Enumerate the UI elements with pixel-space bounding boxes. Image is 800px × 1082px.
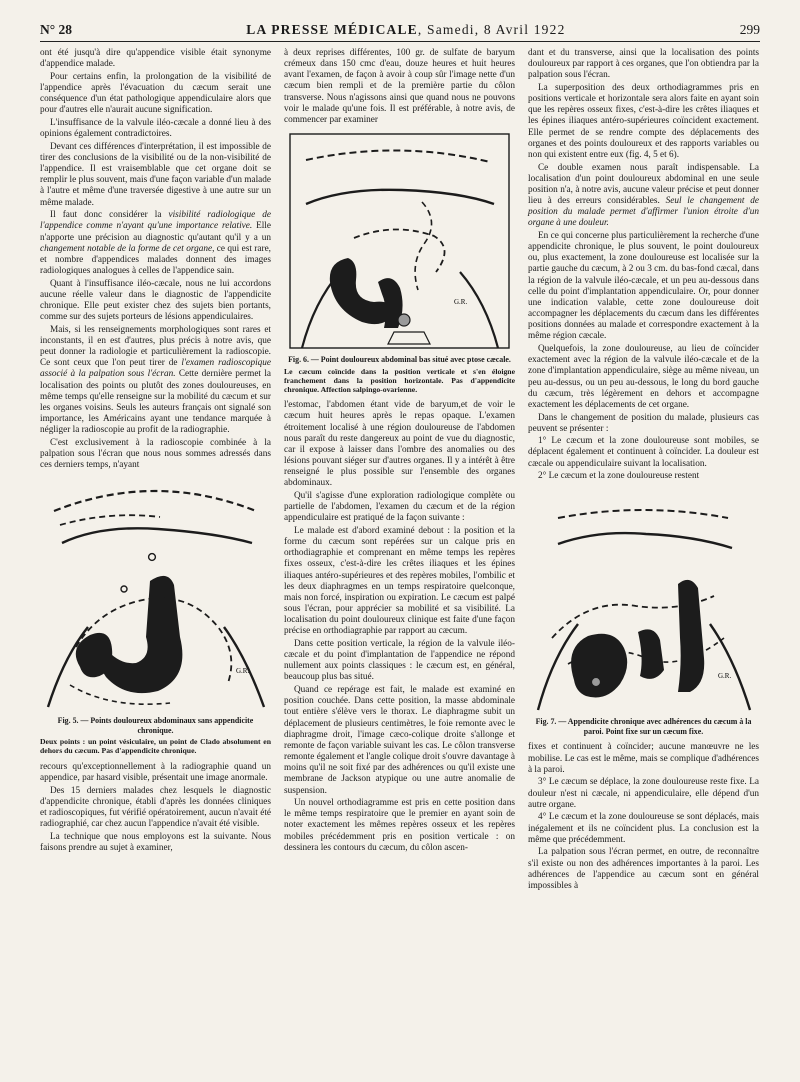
text-run: Il faut donc considérer la	[50, 210, 169, 221]
text-run: Cette dernière permet la localisation des points ou plutôt des zones douloureuses, en même temps qu'elle renseigne sur la mobilité du cæcum et sur les organes voisins. Seuls les auteurs français ont signalé son importance, les Américains ayant une tendance marquée à négliger la radioscopie au profit de la radiographie.	[40, 369, 271, 436]
bladder-outline	[388, 332, 430, 344]
issue-date: , Samedi, 8 Avril 1922	[417, 22, 566, 37]
text-run: Mais, si les renseignements morphologiques sont rares et inconstants, il en est d'autres, plus précis à notre avis, que peut donner la radiologie et particulièrement la radioscopie. Ce sont ceux que l'on peut tirer de	[40, 324, 271, 369]
paragraph: L'insuffisance de la valvule iléo-cæcale a donné lieu à des opinions également contradictoires.	[40, 117, 271, 140]
pain-point	[398, 314, 410, 326]
colon-shadow	[638, 630, 664, 680]
pain-point	[592, 678, 601, 687]
text-run: Elle n'apporte une précision au diagnostic qu'autant qu'il y a un	[40, 221, 271, 243]
paragraph: dant et du transverse, ainsi que la localisation des points douloureux par rapport à ces organes, que l'on obtiendra par la palpation sous l'écran.	[528, 48, 759, 81]
paragraph: recours qu'exceptionnellement à la radiographie quand un appendice, par hasard visible, présentait une image anormale.	[40, 761, 271, 783]
diaphragm-line	[558, 510, 728, 518]
figure-6	[284, 132, 515, 394]
paragraph: l'estomac, l'abdomen étant vide de baryum,et de voir le cæcum huit heures après le repas opaque. L'examen étroitement localisé à une région douloureuse de l'abdomen nous paraît du reste dangereux au point de vue du diagnostic, car il expose à laisser dans l'ombre des anomalies ou des lésions pouvant siéger sur d'autres organes. Il y a intérêt à être renseigné le plus possible sur l'ensemble des organes abdominaux.	[284, 400, 515, 489]
pelvis-right	[460, 272, 498, 348]
figure-5-caption-title: Fig. 5. — Points douloureux abdominaux sans appendicite chronique.	[57, 716, 254, 735]
column-3	[528, 48, 759, 893]
transverse-colon-outline	[354, 230, 445, 273]
figure-6-caption-body: Le cæcum coïncide dans la position verticale et s'en éloigne franchement dans la position horizontale. Pas d'appendicite chronique. Affection salpingo-ovarienne.	[284, 366, 515, 394]
ascending-colon-outline	[415, 202, 431, 290]
paragraph: Qu'il s'agisse d'une exploration radiologique complète ou partielle de l'abdomen, l'examen du cæcum et de la région appendiculaire est pratiqué de la façon suivante :	[284, 490, 515, 524]
paragraph: La technique que nous employons est la suivante. Nous faisons prendre au sujet à examiner,	[40, 831, 271, 853]
figure-5-drawing	[40, 477, 271, 713]
figure-6-caption-title: Fig. 6. — Point douloureux abdominal bas situé avec ptose cæcale.	[288, 355, 511, 365]
paragraph	[40, 325, 271, 437]
paragraph: En ce qui concerne plus particulièrement la recherche d'une appendicite chronique, le plus souvent, le point douloureux ou, plus exactement, la zone douloureuse est localisée sur la partie gauche du cæcum, à 2 ou 3 cm. du bas-fond cæcal, dans la région de la valvule iléo-cæcale, et un peu au-dessous dans celle du point d'implantation appendiculaire. Or, pour donner une indication valable, cette zone douloureuse doit accompagner les déplacements du cæcum dans les différentes positions données au malade et correspondre exactement à la même région cæcale.	[528, 231, 759, 342]
paragraph: 4° Le cæcum et la zone douloureuse se sont déplacés, mais inégalement et ils ne coïncident plus. La conclusion est la même que précédemment.	[528, 812, 759, 845]
clado-point	[121, 586, 127, 592]
emphasis: changement notable de la forme de cet organe	[40, 243, 213, 254]
paragraph: Quand ce repérage est fait, le malade est examiné en position couchée. Dans cette position, la masse abdominale tout entière s'élève vers le thorax. Le diaphragme subit un déplacement de plusieurs centimètres, le foie remonte avec le diaphragme droit, l'image cæco-colique droite s'allonge et remonte de façon variable suivant les cas. Le côlon transverse remonte également et l'angle colique droit s'ouvre davantage à moins qu'il ne soit fixé par des adhérences ou qu'il existe une membrane de Jackson atypique ou une autre anomalie de suspension.	[284, 685, 515, 796]
journal-title-line	[246, 22, 565, 38]
pelvis-right	[710, 624, 750, 710]
figure-5-caption-body: Deux points : un point vésiculaire, un point de Clado absolument en dehors du cæcum. Pas d'appendicite chronique.	[40, 737, 271, 756]
vesicular-point	[149, 554, 156, 561]
paragraph: 1° Le cæcum et la zone douloureuse sont mobiles, se déplacent également et continuent à coïncider. La douleur est cæcale ou appendiculaire suivant la localisation.	[528, 436, 759, 469]
running-head	[40, 22, 760, 42]
text-run: , ce qui est rare, et nombre d'appendices malades donnent des images radiologiques analogues à celles de l'appendice sain.	[40, 243, 271, 276]
paragraph: Le malade est d'abord examiné debout : la position et la forme du cæcum sont repérées sur un calque pris en orthodiagraphie et comprenant en même temps les repères fixes osseux, c'est-à-dire les crêtes iliaques et les épines iliaques antéro-supérieures et des repères mobiles, l'ombilic et les deux diaphragmes en un temps respiratoire quelconque, mais non forcé, inspiration ou expiration. Le cæcum est palpé sous l'écran, pour apprécier sa mobilité et sa visibilité. La localisation du point douloureux clinique est faite d'une façon précise en orthodiagraphie par rapport au cæcum.	[284, 525, 515, 637]
paragraph: 3° Le cæcum se déplace, la zone douloureuse reste fixe. La douleur n'est ni cæcale, ni appendiculaire, elle dépend d'un autre organe.	[528, 777, 759, 810]
paragraph: Devant ces différences d'interprétation, il est impossible de tirer des conclusions de la visibilité ou de la non-visibilité de l'appendice. Il est vraisemblable que cet organe doit se remplir le plus souvent, mais d'une façon variable d'un malade à l'autre et même d'une traversée digestive à une autre sur un même malade.	[40, 141, 271, 208]
paragraph: ont été jusqu'à dire qu'appendice visible était synonyme d'appendice malade.	[40, 48, 271, 70]
paragraph: Quant à l'insuffisance iléo-cæcale, nous ne lui accordons aucune réelle valeur dans le diagnostic de l'appendicite chronique. Elle peut exister chez des sujets bien portants, comme sur des sujets porteurs de lésions appendiculaires.	[40, 278, 271, 323]
colon-shadow	[101, 576, 182, 693]
figure-5	[40, 477, 271, 755]
emphasis: l'examen radioscopique associé à la palpation sous l'écran.	[40, 358, 271, 380]
column-1	[40, 48, 271, 893]
paragraph	[40, 210, 271, 277]
abdomen-contour	[306, 190, 494, 204]
abdomen-contour	[62, 529, 252, 544]
paragraph: à deux reprises différentes, 100 gr. de sulfate de baryum crémeux dans 150 cmc d'eau, douze heures et huit heures avant l'examen, de façon à avoir à coup sûr l'image nette d'un cæcum bien rempli et de la première partie du côlon transverse. Nous n'agissons ainsi que quand nous ne pouvons voir le malade qu'une fois. Il est préférable, à notre avis, de commencer par examiner	[284, 48, 515, 125]
paragraph: Des 15 derniers malades chez lesquels le diagnostic d'appendicite chronique, établi d'après les données cliniques et radioscopiques, fut vérifié opératoirement, aucun n'avait été radiographié, car chez aucun l'appendice n'avait été visible.	[40, 785, 271, 829]
liver-outline	[60, 515, 160, 525]
paragraph: Un nouvel orthodiagramme est pris en cette position dans le même temps respiratoire que le premier en ayant soin de noter exactement les mêmes repères osseux et les repères mobiles précédemment pris en position verticale : on dessinera les contours du cæcum, du côlon ascen-	[284, 798, 515, 853]
artist-signature: G.R.	[454, 298, 468, 307]
paragraph: La superposition des deux orthodiagrammes pris en positions verticale et horizontale sera alors faite en ayant soin que les repères osseux fixes, c'est-à-dire les crêtes iliaques et les épines iliaques antéro-supérieures coïncident exactement. Elle permet de se rendre compte des déplacements des organes et des points douloureux et des rapports variables ou non qui existent entre eux (fig. 4, 5 et 6).	[528, 82, 759, 160]
paragraph	[528, 163, 759, 230]
ascending-colon-shadow	[678, 580, 704, 692]
figure-7-drawing	[528, 488, 759, 714]
artist-signature: G.R.	[236, 667, 250, 676]
cecum-shadow	[571, 634, 627, 698]
abdomen-contour	[558, 534, 732, 549]
cecum-shadow	[76, 633, 112, 677]
text-columns	[40, 48, 760, 893]
paragraph: Quelquefois, la zone douloureuse, au lieu de coïncider exactement avec la région de la valvule iléo-cæcale et de la zone d'implantation appendiculaire, siège au même niveau, un peu au-dessus, ou un peu au-dessous, le long du bord gauche du cæcum, très légèrement en dehors et accompagne exactement les déplacements de cet organe.	[528, 344, 759, 410]
artist-signature: G.R.	[718, 672, 732, 681]
paragraph: Dans le changement de position du malade, plusieurs cas peuvent se présenter :	[528, 412, 759, 434]
figure-6-drawing	[284, 132, 515, 352]
column-2	[284, 48, 515, 893]
figure-7-caption: Fig. 7. — Appendicite chronique avec adhérences du cæcum à la paroi. Point fixe sur un cæcum fixe.	[535, 717, 752, 736]
issue-number: N° 28	[40, 22, 73, 37]
emphasis: visibilité radiologique de l'appendice comme n'ayant qu'une importance relative.	[40, 210, 271, 232]
paragraph: Dans cette position verticale, la région de la valvule iléo-cæcale et du point d'implantation de l'appendice ne répond nullement aux points classiques : le cæcum est, en général, beaucoup plus bas situé.	[284, 638, 515, 683]
paragraph: C'est exclusivement à la radioscopie combinée à la palpation sous l'écran que nous nous sommes adressés dans ces derniers temps, n'ayant	[40, 437, 271, 471]
diaphragm-line	[306, 151, 490, 163]
paragraph: 2° Le cæcum et la zone douloureuse restent	[538, 471, 700, 482]
emphasis: Seul le changement de position du malade permet d'affirmer l'union étroite d'un organe à une douleur.	[528, 196, 759, 229]
figure-7	[528, 488, 759, 736]
paragraph: La palpation sous l'écran permet, en outre, de reconnaître s'il existe ou non des adhérences importantes à la paroi. Les adhérences de l'appendice au cæcum sont en général impossibles à	[528, 847, 759, 891]
diaphragm-line	[54, 491, 256, 511]
page-number: 299	[739, 22, 760, 37]
paragraph: Pour certains enfin, la prolongation de la visibilité de l'appendice après l'évacuation du cæcum serait une conséquence d'un état pathologique appendiculaire alors que pour d'autres elle n'aurait aucune signification.	[40, 71, 271, 116]
text-run: Ce double examen nous paraît indispensable. La localisation d'un point douloureux abdominal en une seule position n'a, à notre avis, aucune valeur précise et peut donner lieu à des erreurs considérables.	[528, 162, 759, 207]
journal-title: LA PRESSE MÉDICALE	[246, 22, 418, 37]
paragraph: fixes et continuent à coïncider; aucune manœuvre ne les mobilise. Le cas est le même, mais se complique d'adhérences à la paroi.	[528, 742, 759, 775]
